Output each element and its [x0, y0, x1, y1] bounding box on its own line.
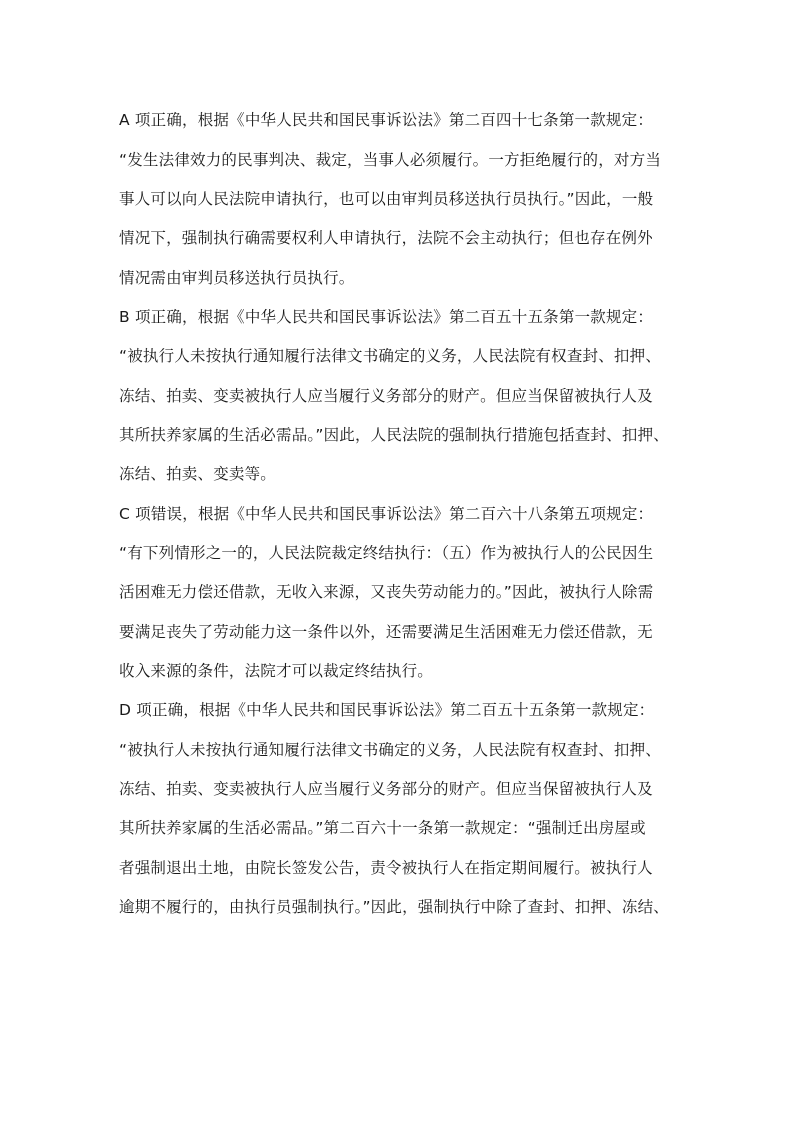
text-line: 事人可以向人民法院申请执行，也可以由审判员移送执行员执行。”因此，一般 — [119, 190, 654, 208]
text-line: “发生法律效力的民事判决、裁定，当事人必须履行。一方拒绝履行的，对方当 — [119, 151, 662, 169]
text-line: B 项正确，根据《中华人民共和国民事诉讼法》第二百五十五条第一款规定： — [119, 308, 654, 326]
text-line: 情况需由审判员移送执行员执行。 — [119, 269, 355, 287]
text-line: 收入来源的条件，法院才可以裁定终结执行。 — [119, 662, 434, 680]
text-line: 冻结、拍卖、变卖等。 — [119, 465, 277, 483]
text-line: “被执行人未按执行通知履行法律文书确定的义务，人民法院有权查封、扣押、 — [119, 347, 662, 365]
text-line: 者强制退出土地，由院长签发公告，责令被执行人在指定期间履行。被执行人 — [119, 859, 653, 877]
text-line: 其所扶养家属的生活必需品。”因此，人民法院的强制执行措施包括查封、扣押、 — [119, 426, 669, 444]
text-line: 其所扶养家属的生活必需品。”第二百六十一条第一款规定：“强制迁出房屋或 — [119, 819, 646, 837]
text-line: 逾期不履行的，由执行员强制执行。”因此，强制执行中除了查封、扣押、冻结、 — [119, 898, 669, 916]
text-line: C 项错误，根据《中华人民共和国民事诉讼法》第二百六十八条第五项规定： — [119, 505, 654, 523]
text-line: D 项正确，根据《中华人民共和国民事诉讼法》第二百五十五条第一款规定： — [119, 701, 655, 719]
text-line: “被执行人未按执行通知履行法律文书确定的义务，人民法院有权查封、扣押、 — [119, 741, 662, 759]
text-line: 冻结、拍卖、变卖被执行人应当履行义务部分的财产。但应当保留被执行人及 — [119, 780, 653, 798]
text-line: 冻结、拍卖、变卖被执行人应当履行义务部分的财产。但应当保留被执行人及 — [119, 387, 653, 405]
text-line: 要满足丧失了劳动能力这一条件以外，还需要满足生活困难无力偿还借款，无 — [119, 623, 653, 641]
text-line: “有下列情形之一的，人民法院裁定终结执行：（五）作为被执行人的公民因生 — [119, 544, 654, 562]
text-line: A 项正确，根据《中华人民共和国民事诉讼法》第二百四十七条第一款规定： — [119, 111, 654, 129]
text-line: 活困难无力偿还借款，无收入来源，又丧失劳动能力的。”因此，被执行人除需 — [119, 583, 654, 601]
text-line: 情况下，强制执行确需要权利人申请执行，法院不会主动执行；但也存在例外 — [119, 229, 653, 247]
